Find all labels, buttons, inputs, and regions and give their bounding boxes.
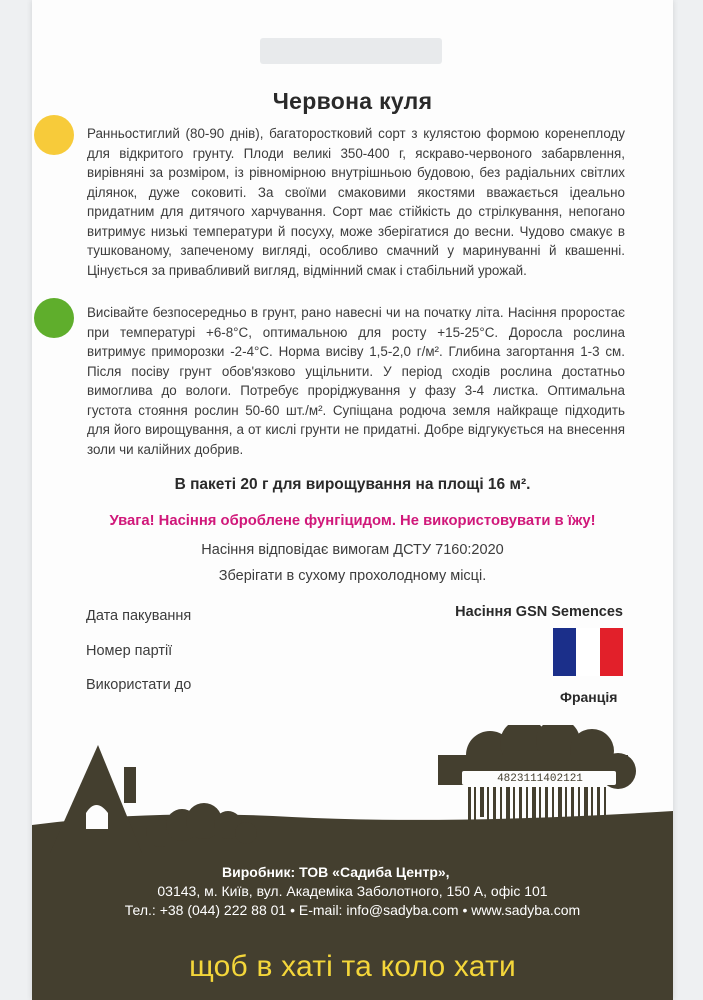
manufacturer-contacts: Тел.: +38 (044) 222 88 01 • E-mail: info@sadyba.com • www.sadyba.com [124,902,581,918]
house-and-rain-illustration [32,725,673,860]
barcode-number: 4823111402121 [497,773,583,785]
batch-number-label: Номер партії [86,643,173,659]
green-dot-icon [34,298,74,338]
brand-slogan: щоб в хаті та коло хати [189,950,516,983]
country-of-origin: Франція [560,689,618,705]
house-icon [50,745,142,853]
hang-slot [260,38,442,64]
fungicide-warning: Увага! Насіння оброблене фунгіцидом. Не використовувати в їжу! [109,513,596,529]
manufacturer-address: 03143, м. Київ, вул. Академіка Заболотного, 150 А, офіс 101 [157,883,548,899]
storage-instructions: Зберігати в сухому прохолодному місці. [218,568,487,584]
seed-supplier: Насіння GSN Semences [455,604,623,620]
flag-stripe-blue [553,628,576,676]
cultivation-instructions: Висівайте безпосередньо в грунт, рано навесні чи на початку літа. Насіння проростає при температурі +6-8°C, оптимальною для росту +15-25°C. Доросла рослина витримує приморозки -2-4°C. Норма висіву 1,5-2,0 г/м². Глибина загортання 1-3 см. Після посіву грунт обов'язково ущільнити. У період сходів рослина достатньо вимоглива до вологи. Потребує проріджування у фазу 3-4 листка. Оптимальна густота стояння рослин 50-60 шт./м². Супіщана родюча земля найкраще підходить для його вирощування, а от кислі грунти не придатні. Добре відгукується на внесення золи чи калійних добрив. [87,305,625,457]
yellow-dot-icon [34,115,74,155]
product-title: Червона куля [272,88,433,114]
manufacturer-name: Виробник: ТОВ «Садиба Центр», [222,864,450,880]
packet-weight-info: В пакеті 20 г для вирощування на площі 16 м². [174,476,531,493]
flag-stripe-red [600,628,623,676]
flag-stripe-white [576,628,599,676]
variety-description: Ранньостиглий (80-90 днів), багаторостковий сорт з кулястою формою коренеплоду для відкритого грунту. Плоди великі 350-400 г, яскраво-червоного забарвлення, вирівняні за розміром, із рівномірною внутрішньою будовою, без радіальних світлих ділянок, дуже соковиті. За своїми смаковими якостями вважається ідеально придатним для дитячого харчування. Сорт має стійкість до стрілкування, непогано витримує низькі температури й посуху, може зберігатися до весни. Чудово смакує в тушкованому, запеченому вигляді, особливо смачний у маринуванні й квашенні. Цінується за привабливий вигляд, відмінний смак і стабільний урожай. [87,126,625,278]
pack-date-label: Дата пакування [86,608,192,624]
use-by-label: Використати до [86,677,192,693]
france-flag-icon [553,628,623,676]
seed-packet-back [32,0,673,1000]
standard-compliance: Насіння відповідає вимогам ДСТУ 7160:2020 [201,542,504,558]
